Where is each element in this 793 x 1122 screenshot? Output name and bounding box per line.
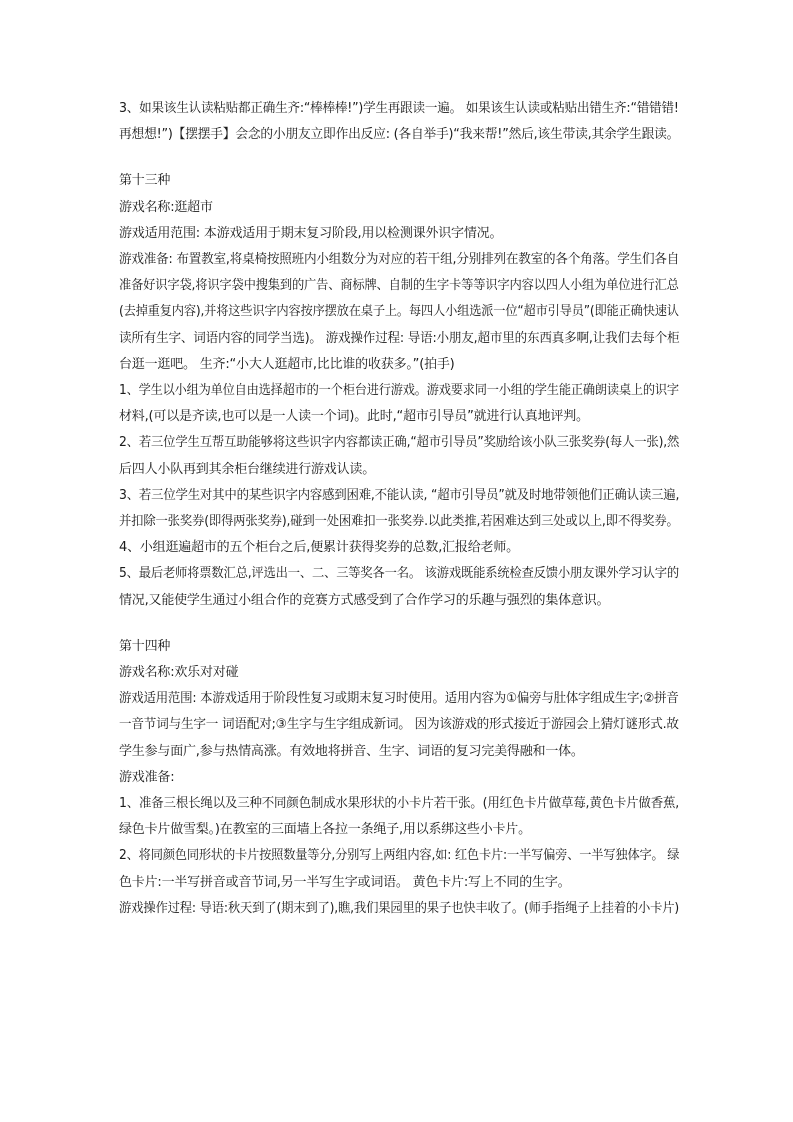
section-spacer — [119, 148, 679, 168]
game-prep-line: 游戏操作过程: 导语:秋天到了(期末到了),瞧,我们果园里的果子也快丰收了。(师手指绳子上挂着的小卡片) — [119, 900, 680, 916]
game-scope: 游戏适用范围: 本游戏适用于期末复习阶段,用以检测课外识字情况。 — [119, 225, 503, 241]
page-content — [119, 96, 679, 922]
game-scope-line: 游戏适用范围: 本游戏适用于阶段性复习或期末复习时使用。适用内容为①偏旁与肚体字组成生字;②拼音 — [119, 691, 679, 707]
game-step-line: 4、小组逛遍超市的五个柜台之后,便累计获得奖券的总数,汇报给老师。 — [119, 540, 519, 556]
game-prep-line: 2、将同颜色同形状的卡片按照数量等分,分别写上两组内容,如: 红色卡片:一半写偏旁、一半写独体字。 绿 — [119, 848, 680, 864]
game-name: 游戏名称:欢乐对对碰 — [119, 665, 239, 681]
game-prep-title: 游戏准备: — [119, 769, 175, 785]
game-prep-line: 台逛一逛吧。 生齐:“小大人逛超市,比比谁的收获多。”(拍手) — [119, 356, 455, 372]
game-prep-line: (去掉重复内容),并将这些识字内容按序摆放在桌子上。每四人小组选派一位“超市引导员”(即能正确快速认 — [119, 304, 679, 320]
game-prep-line: 色卡片:一半写拼音或音节词,另一半写生字或词语。 黄色卡片:写上不同的生字。 — [119, 874, 571, 890]
game-step-line: 材料,(可以是齐读,也可以是一人读一个词)。此时,“超市引导员”就进行认真地评判。 — [119, 409, 589, 425]
game-step-line: 5、最后老师将票数汇总,评选出一、二、三等奖各一名。 该游戏既能系统检查反馈小朋友课外学习认字的 — [119, 566, 679, 582]
section-heading: 第十三种 — [119, 173, 171, 189]
game-step-line: 情况,又能使学生通过小组合作的竞赛方式感受到了合作学习的乐趣与强烈的集体意识。 — [119, 592, 610, 608]
text-line: 3、如果该生认读粘贴都正确生齐:“棒棒棒!”)学生再跟读一遍。 如果该生认读或粘贴出错生齐:“错错错! — [119, 101, 679, 116]
game-step-line: 1、学生以小组为单位自由选择超市的一个柜台进行游戏。游戏要求同一小组的学生能正确朗读桌上的识字 — [119, 383, 679, 399]
game-step-line: 3、若三位学生对其中的某些识字内容感到困难,不能认读, “超市引导员”就及时地带领他们正确认读三遍, — [119, 487, 680, 503]
game-scope-line: 一音节词与生字一 词语配对;③生字与生字组成新词。 因为该游戏的形式接近于游园会上猜灯谜形式.故 — [119, 717, 679, 733]
game-prep-line: 1、准备三根长绳以及三种不同颜色制成水果形状的小卡片若干张。(用红色卡片做草莓,黄色卡片做香蕉, — [119, 796, 680, 812]
section-heading: 第十四种 — [119, 638, 171, 654]
game-name: 游戏名称:逛超市 — [119, 199, 213, 215]
game-step-line: 2、若三位学生互帮互助能够将这些识字内容都读正确,“超市引导员”奖励给该小队三张奖券(每人一张),然 — [119, 435, 680, 451]
text-line: 再想想!”)【摆摆手】会念的小朋友立即作出反应: (各自举手)“我来帮!”然后,该生带读,其余学生跟读。 — [119, 127, 680, 143]
game-prep-line: 准备好识字袋,将识字袋中搜集到的广告、商标牌、自制的生字卡等等识字内容以四人小组为单位进行汇总 — [119, 278, 679, 294]
game-step-line: 并扣除一张奖券(即得两张奖券),碰到一处困难扣一张奖券.以此类推,若困难达到三处或以上,即不得奖券。 — [119, 514, 679, 530]
game-prep-line: 游戏准备: 布置教室,将桌椅按照班内小组数分为对应的若干组,分别排列在教室的各个角落。学生们各自 — [119, 252, 680, 268]
game-scope-line: 学生参与面广,参与热情高涨。有效地将拼音、生字、词语的复习完美得融和一体。 — [119, 743, 584, 759]
game-prep-line: 绿色卡片做雪梨。)在教室的三面墙上各拉一条绳子,用以系绑这些小卡片。 — [119, 822, 531, 838]
game-prep-line: 读所有生字、词语内容的同学当选)。 游戏操作过程: 导语:小朋友,超市里的东西真多啊,让我们去每个柜 — [119, 330, 680, 346]
game-step-line: 后四人小队再到其余柜台继续进行游戏认读。 — [119, 461, 376, 477]
section-spacer — [119, 614, 679, 634]
